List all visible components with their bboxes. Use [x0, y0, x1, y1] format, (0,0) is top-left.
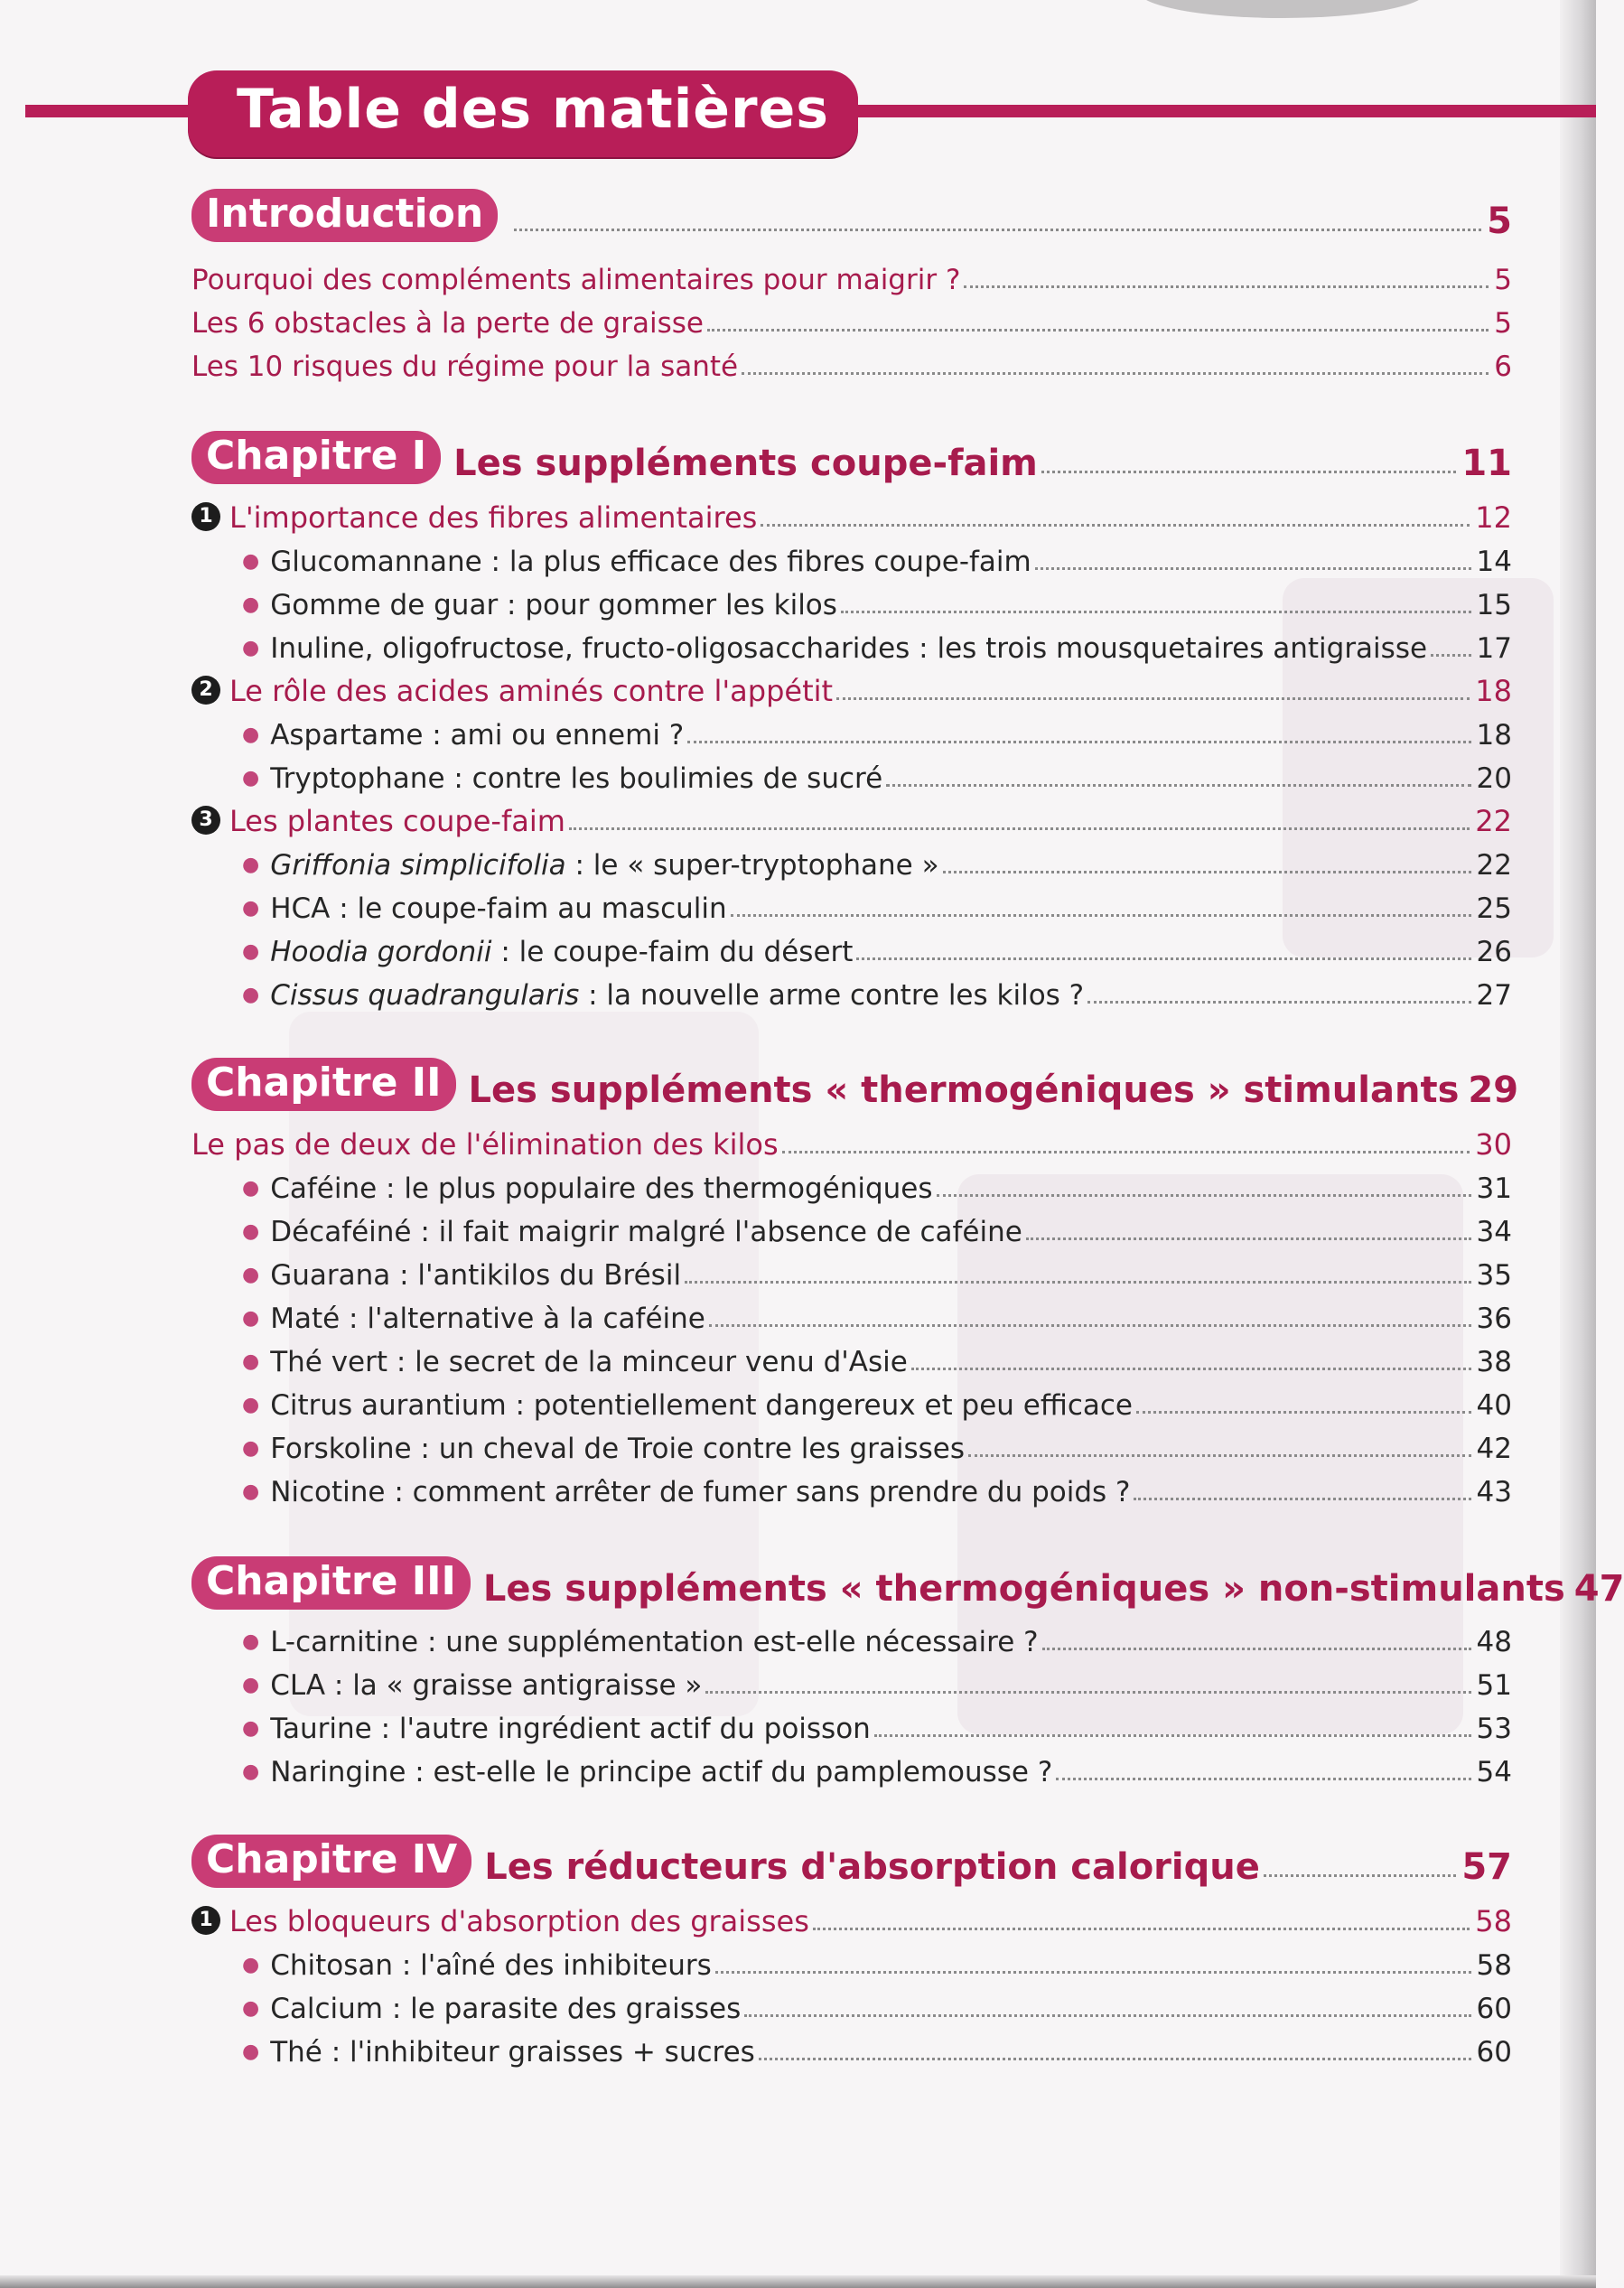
section-number-badge: 3: [191, 806, 220, 835]
bullet-icon: ●: [242, 550, 260, 573]
bullet-icon: ●: [242, 724, 260, 746]
item-label: Caféine : le plus populaire des thermogéniques: [270, 1172, 933, 1205]
page-number: 18: [1476, 719, 1512, 752]
page-number: 15: [1476, 589, 1512, 621]
section-label: Les plantes coupe-faim: [229, 804, 565, 838]
toc-chapter-2[interactable]: [191, 1053, 1519, 1111]
item-label: Glucomannane : la plus efficace des fibres coupe-faim: [270, 546, 1031, 578]
page-number: 48: [1476, 1626, 1512, 1658]
leader-dots: [964, 285, 1489, 288]
item-italic-name: Hoodia gordonii: [270, 936, 492, 968]
toc-section[interactable]: [191, 1897, 1512, 1938]
leader-dots: [911, 1368, 1471, 1370]
bullet-icon: ●: [242, 767, 260, 789]
toc-item[interactable]: [242, 1424, 1512, 1465]
page-number: 60: [1476, 2036, 1512, 2069]
leader-dots: [761, 524, 1470, 527]
leader-dots: [1264, 1874, 1456, 1877]
item-label: Naringine : est-elle le principe actif du pamplemousse ?: [270, 1756, 1053, 1788]
leader-dots: [874, 1734, 1471, 1737]
toc-entry[interactable]: [191, 255, 1512, 296]
page-number: 30: [1475, 1127, 1512, 1162]
item-italic-name: Griffonia simplicifolia: [270, 849, 566, 882]
leader-dots: [856, 957, 1470, 960]
leader-dots: [685, 1281, 1470, 1284]
page-number: 36: [1476, 1303, 1512, 1335]
leader-dots: [1035, 567, 1471, 570]
item-label-rest: : le coupe-faim du désert: [491, 936, 854, 968]
page-number: 12: [1475, 500, 1512, 535]
item-label: L-carnitine : une supplémentation est-elle nécessaire ?: [270, 1626, 1039, 1658]
toc-item[interactable]: [242, 1747, 1512, 1788]
item-label: Calcium : le parasite des graisses: [270, 1993, 742, 2025]
leader-dots: [707, 329, 1489, 332]
item-label: Thé : l'inhibiteur graisses + sucres: [270, 2036, 755, 2069]
entry-label: Pourquoi des compléments alimentaires pour maigrir ?: [191, 264, 961, 296]
page-number: 60: [1476, 1993, 1512, 2025]
leader-dots: [742, 372, 1489, 375]
leader-dots: [709, 1324, 1471, 1327]
bullet-icon: ●: [242, 1307, 260, 1330]
bullet-icon: ●: [242, 1717, 260, 1740]
page-number: 53: [1476, 1713, 1512, 1745]
bullet-icon: ●: [242, 1760, 260, 1783]
item-italic-name: Cissus quadrangularis: [270, 979, 580, 1012]
page-number: 58: [1475, 1904, 1512, 1938]
bullet-icon: ●: [242, 1480, 260, 1503]
bullet-icon: ●: [242, 984, 260, 1006]
item-label: Guarana : l'antikilos du Brésil: [270, 1259, 682, 1292]
page-number: 25: [1476, 892, 1512, 925]
bullet-icon: ●: [242, 1220, 260, 1243]
leader-dots: [943, 871, 1471, 873]
toc-intro-heading[interactable]: [191, 184, 1512, 242]
item-label: Taurine : l'autre ingrédient actif du poisson: [270, 1713, 871, 1745]
page-number: 47: [1573, 1568, 1624, 1610]
entry-label: Les 10 risques du régime pour la santé: [191, 350, 739, 383]
section-number-badge: 1: [191, 502, 220, 531]
chapter-title: Les suppléments « thermogéniques » non-stimulants: [482, 1568, 1565, 1610]
item-label: [270, 979, 1084, 1012]
item-label: HCA : le coupe-faim au masculin: [270, 892, 727, 925]
page-number: 58: [1476, 1949, 1512, 1982]
leader-dots: [705, 1691, 1470, 1694]
toc-section[interactable]: [191, 797, 1512, 838]
bullet-icon: ●: [242, 1954, 260, 1976]
page-number: 54: [1476, 1756, 1512, 1788]
leader-dots: [1056, 1778, 1470, 1780]
toc-item[interactable]: [242, 1380, 1512, 1422]
item-label: Nicotine : comment arrêter de fumer sans prendre du poids ?: [270, 1476, 1131, 1508]
page-number: 43: [1476, 1476, 1512, 1508]
item-label: Citrus aurantium : potentiellement dangereux et peu efficace: [270, 1389, 1133, 1422]
toc-entry[interactable]: [191, 341, 1512, 383]
section-label: Le rôle des acides aminés contre l'appétit: [229, 674, 834, 708]
item-label: Gomme de guar : pour gommer les kilos: [270, 589, 837, 621]
chapter-title: Les suppléments « thermogéniques » stimulants: [468, 1069, 1460, 1111]
leader-dots: [687, 741, 1470, 743]
item-label: CLA : la « graisse antigraisse »: [270, 1669, 703, 1702]
entry-label: Les 6 obstacles à la perte de graisse: [191, 307, 704, 340]
page-number: 5: [1494, 307, 1512, 340]
page-number: 11: [1461, 443, 1512, 484]
page-number: 22: [1476, 849, 1512, 882]
toc-entry[interactable]: [191, 298, 1512, 340]
leader-dots: [968, 1454, 1471, 1457]
page-number: 6: [1494, 350, 1512, 383]
page-number: 26: [1476, 936, 1512, 968]
toc-item[interactable]: [242, 580, 1512, 621]
page-number: 31: [1476, 1172, 1512, 1205]
leader-dots: [1136, 1411, 1471, 1414]
toc-item[interactable]: [242, 1940, 1512, 1982]
leader-dots: [569, 827, 1470, 830]
bullet-icon: ●: [242, 1630, 260, 1653]
item-label: Maté : l'alternative à la caféine: [270, 1303, 705, 1335]
page-number: 20: [1476, 762, 1512, 795]
toc-item[interactable]: [242, 1207, 1512, 1248]
leader-dots: [731, 914, 1471, 917]
section-number-badge: 2: [191, 676, 220, 705]
toc-chapter-3[interactable]: [191, 1552, 1624, 1610]
chapter-pill: Chapitre IV: [191, 1835, 471, 1888]
bullet-icon: ●: [242, 637, 260, 659]
leader-dots: [759, 2058, 1471, 2060]
item-label: Décaféiné : il fait maigrir malgré l'absence de caféine: [270, 1216, 1022, 1248]
section-label: Le pas de deux de l'élimination des kilos: [191, 1127, 779, 1162]
bullet-icon: ●: [242, 2041, 260, 2063]
toc-item[interactable]: [242, 1704, 1512, 1745]
leader-dots: [514, 229, 1481, 231]
toc-item[interactable]: [242, 927, 1512, 968]
page-top-shadow: [1138, 0, 1427, 18]
toc-item[interactable]: [242, 1984, 1512, 2025]
page-number: 27: [1476, 979, 1512, 1012]
leader-dots: [744, 2014, 1470, 2017]
leader-dots: [841, 611, 1471, 613]
page-number: 18: [1475, 674, 1512, 708]
chapter-title: Les réducteurs d'absorption calorique: [484, 1846, 1260, 1888]
item-label: Aspartame : ami ou ennemi ?: [270, 719, 685, 752]
leader-dots: [937, 1194, 1471, 1197]
page-number: 22: [1475, 804, 1512, 838]
item-label-rest: : le « super-tryptophane »: [565, 849, 939, 882]
bullet-icon: ●: [242, 1264, 260, 1286]
page-title: Table des matières: [237, 78, 829, 141]
bullet-icon: ●: [242, 1394, 260, 1416]
toc-item[interactable]: [242, 1467, 1512, 1508]
page-number: 42: [1476, 1433, 1512, 1465]
toc-item[interactable]: [242, 753, 1512, 795]
page-number: 40: [1476, 1389, 1512, 1422]
leader-dots: [886, 784, 1470, 787]
leader-dots: [1087, 1001, 1470, 1004]
leader-dots: [1431, 654, 1471, 657]
bullet-icon: ●: [242, 1997, 260, 2020]
item-label: [270, 936, 853, 968]
item-label: Inuline, oligofructose, fructo-oligosaccharides : les trois mousquetaires antigraisse: [270, 632, 1428, 665]
bullet-icon: ●: [242, 1177, 260, 1200]
section-number-badge: 1: [191, 1906, 220, 1935]
page-number: 5: [1494, 264, 1512, 296]
page-edge: [1560, 0, 1596, 2288]
toc-section[interactable]: [191, 667, 1512, 708]
intro-pill: Introduction: [191, 189, 498, 242]
toc-section[interactable]: [191, 1120, 1512, 1162]
chapter-pill: Chapitre III: [191, 1556, 471, 1610]
toc-item[interactable]: [242, 1617, 1512, 1658]
item-label: Tryptophane : contre les boulimies de sucré: [270, 762, 883, 795]
leader-dots: [1026, 1237, 1471, 1240]
toc-item[interactable]: [242, 1163, 1512, 1205]
bullet-icon: ●: [242, 854, 260, 876]
toc-item[interactable]: [242, 1337, 1512, 1378]
page-number: 38: [1476, 1346, 1512, 1378]
page-number: 34: [1476, 1216, 1512, 1248]
item-label: Thé vert : le secret de la minceur venu d'Asie: [270, 1346, 908, 1378]
leader-dots: [1042, 1648, 1471, 1650]
leader-dots: [813, 1928, 1470, 1930]
page-edge: [0, 2275, 1596, 2288]
page-number: 5: [1487, 201, 1512, 242]
bullet-icon: ●: [242, 940, 260, 963]
page-number: 29: [1468, 1069, 1519, 1111]
chapter-pill: Chapitre I: [191, 431, 441, 484]
toc-item[interactable]: [242, 840, 1512, 882]
item-label: Chitosan : l'aîné des inhibiteurs: [270, 1949, 712, 1982]
leader-dots: [782, 1151, 1470, 1153]
toc-item[interactable]: [242, 710, 1512, 752]
leader-dots: [836, 697, 1470, 700]
toc-item[interactable]: [242, 537, 1512, 578]
item-label: Forskoline : un cheval de Troie contre les graisses: [270, 1433, 966, 1465]
bullet-icon: ●: [242, 897, 260, 920]
bullet-icon: ●: [242, 1674, 260, 1696]
item-label-rest: : la nouvelle arme contre les kilos ?: [579, 979, 1085, 1012]
page-number: 35: [1476, 1259, 1512, 1292]
section-label: L'importance des fibres alimentaires: [229, 500, 758, 535]
toc-chapter-1[interactable]: [191, 426, 1512, 484]
section-label: Les bloqueurs d'absorption des graisses: [229, 1904, 809, 1938]
toc-item[interactable]: [242, 2027, 1512, 2069]
leader-dots: [1041, 471, 1456, 473]
bullet-icon: ●: [242, 1437, 260, 1460]
page-number: 51: [1476, 1669, 1512, 1702]
leader-dots: [1134, 1498, 1470, 1500]
toc-item[interactable]: [242, 1250, 1512, 1292]
bullet-icon: ●: [242, 593, 260, 616]
toc-chapter-4[interactable]: [191, 1830, 1512, 1888]
bullet-icon: ●: [242, 1350, 260, 1373]
toc-item[interactable]: [242, 883, 1512, 925]
page-number: 14: [1476, 546, 1512, 578]
page-number: 57: [1461, 1846, 1512, 1888]
toc-item[interactable]: [242, 970, 1512, 1012]
toc-item[interactable]: [242, 1293, 1512, 1335]
toc-section[interactable]: [191, 493, 1512, 535]
chapter-pill: Chapitre II: [191, 1058, 456, 1111]
toc-item[interactable]: [242, 1660, 1512, 1702]
chapter-title: Les suppléments coupe-faim: [453, 443, 1038, 484]
page-number: 17: [1476, 632, 1512, 665]
toc-item[interactable]: [242, 623, 1512, 665]
item-label: [270, 849, 938, 882]
leader-dots: [715, 1971, 1471, 1974]
